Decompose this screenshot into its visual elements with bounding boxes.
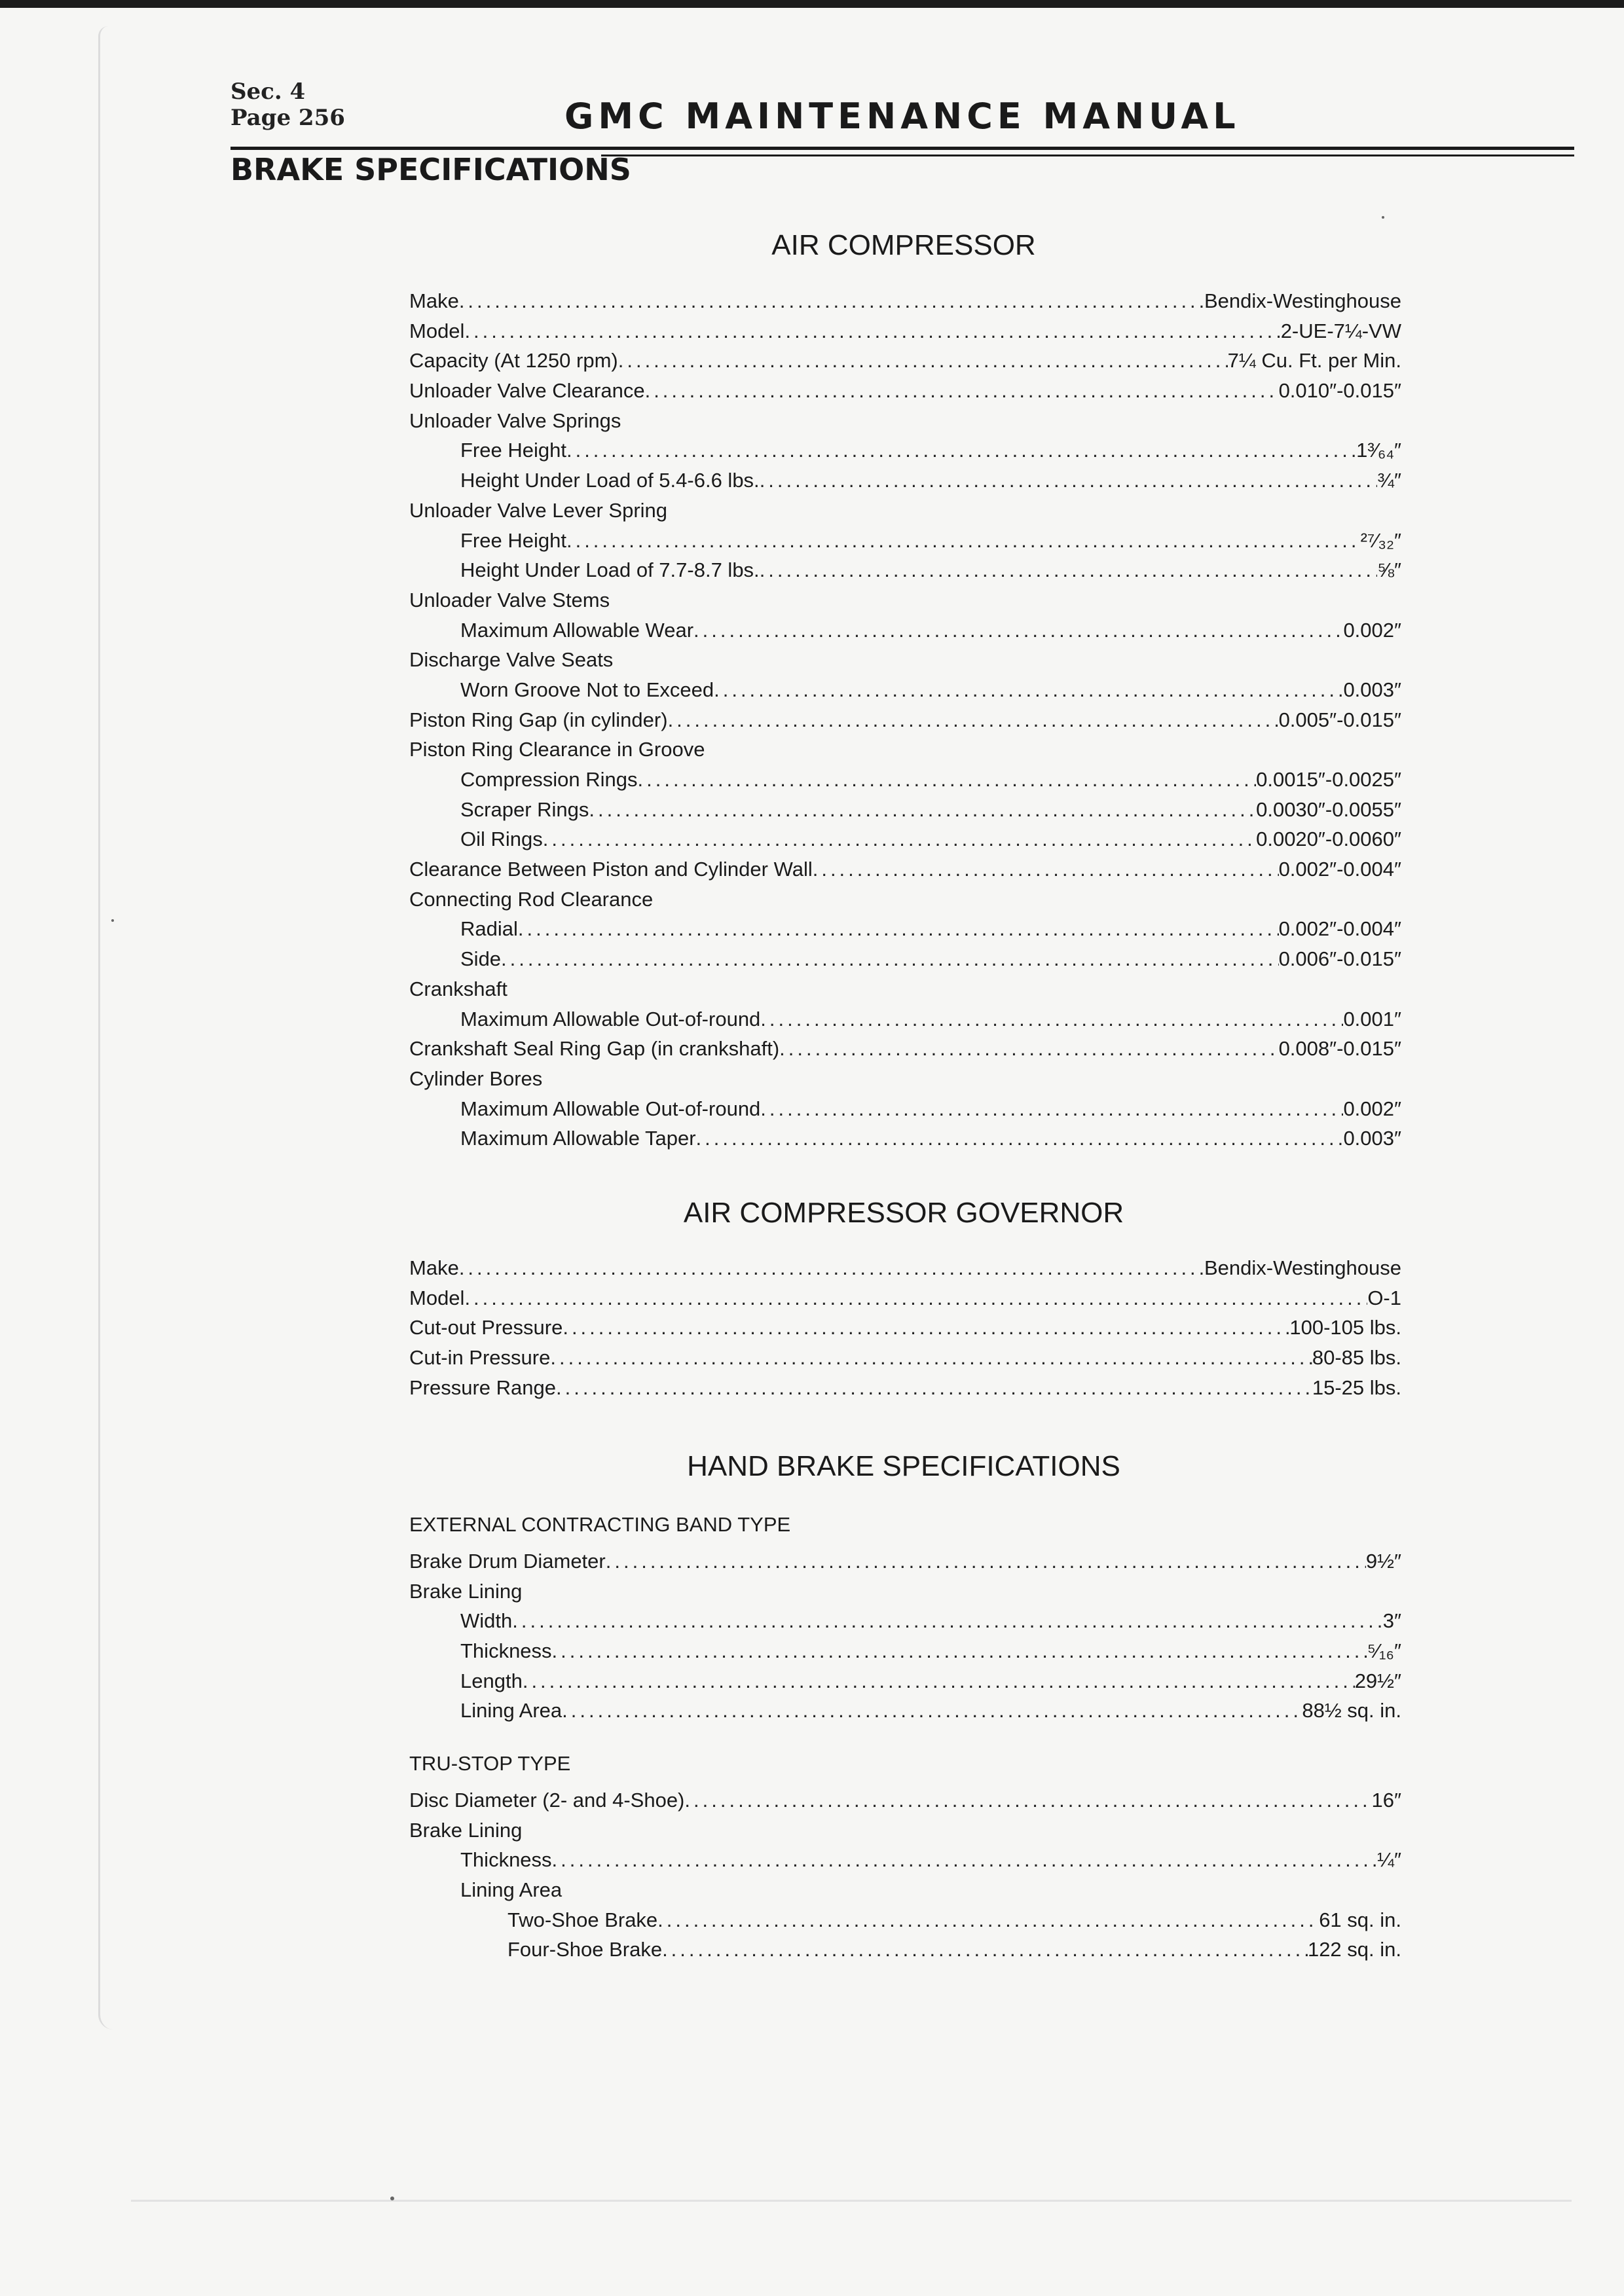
spec-row-model bbox=[409, 1283, 1401, 1313]
spec-label: Four-Shoe Brake bbox=[507, 1938, 663, 1961]
tru-stop-specs bbox=[409, 1785, 1401, 1965]
leader-dots bbox=[562, 1696, 1302, 1726]
leader-dots bbox=[760, 555, 1377, 585]
spec-row-four-shoe bbox=[409, 1935, 1401, 1965]
leader-dots bbox=[552, 1636, 1367, 1666]
spec-value: ⅝″ bbox=[1377, 558, 1401, 582]
spec-label: Crankshaft Seal Ring Gap (in crankshaft) bbox=[409, 1037, 780, 1061]
spec-label: Maximum Allowable Taper bbox=[460, 1127, 696, 1150]
spec-value: ²⁷⁄₃₂″ bbox=[1360, 528, 1401, 552]
spec-label: Maximum Allowable Out-of-round bbox=[460, 1007, 761, 1030]
spec-label: Thickness bbox=[460, 1639, 552, 1663]
spec-value: 0.005″-0.015″ bbox=[1278, 708, 1401, 731]
spec-heading-lining-area bbox=[409, 1875, 1401, 1905]
spec-value: ⁵⁄₁₆″ bbox=[1367, 1639, 1401, 1663]
spec-label: Make bbox=[409, 289, 459, 312]
spec-row-crank-seal-gap bbox=[409, 1034, 1401, 1064]
spec-row-cut-in bbox=[409, 1343, 1401, 1373]
spec-row-bore-taper bbox=[409, 1123, 1401, 1154]
spec-heading-label: Crankshaft bbox=[409, 977, 507, 1000]
spec-row-crank-out-of-round bbox=[409, 1004, 1401, 1034]
manual-title: GMC MAINTENANCE MANUAL bbox=[564, 96, 1240, 137]
spec-value: Bendix-Westinghouse bbox=[1204, 289, 1401, 312]
spec-row-drum-diameter bbox=[409, 1546, 1401, 1576]
spec-label: Pressure Range bbox=[409, 1376, 557, 1399]
spec-label: Length bbox=[460, 1669, 523, 1692]
leader-dots bbox=[464, 316, 1280, 346]
spec-heading-discharge-seats bbox=[409, 645, 1401, 675]
spec-label: Height Under Load of 5.4-6.6 lbs. bbox=[460, 469, 760, 492]
spec-value: 100-105 lbs. bbox=[1289, 1316, 1401, 1339]
header-rule-thick bbox=[231, 147, 1574, 150]
spec-heading-ring-clearance bbox=[409, 735, 1401, 765]
spec-row-piston-cylinder-clearance bbox=[409, 854, 1401, 884]
spec-row-cut-out bbox=[409, 1313, 1401, 1343]
leader-dots bbox=[760, 465, 1377, 496]
spec-row-scraper-rings bbox=[409, 795, 1401, 825]
spec-label: Unloader Valve Clearance bbox=[409, 379, 645, 403]
spec-heading-label: Unloader Valve Stems bbox=[409, 588, 610, 611]
leader-dots bbox=[714, 675, 1343, 705]
spec-value: 88½ sq. in. bbox=[1302, 1699, 1401, 1722]
spec-label: Radial bbox=[460, 917, 518, 941]
spec-heading-label: Discharge Valve Seats bbox=[409, 648, 614, 672]
spec-row-thickness bbox=[409, 1845, 1401, 1875]
page-curl-left bbox=[98, 26, 113, 2030]
spec-row-radial bbox=[409, 914, 1401, 944]
spec-value: 7¼ Cu. Ft. per Min. bbox=[1227, 349, 1401, 373]
spec-label: Model bbox=[409, 319, 465, 342]
spec-heading-label: Brake Lining bbox=[409, 1579, 523, 1603]
leader-dots bbox=[638, 765, 1257, 795]
spec-heading-label: Brake Lining bbox=[409, 1818, 523, 1842]
scan-speck bbox=[390, 2196, 394, 2200]
spec-label: Compression Rings bbox=[460, 768, 638, 791]
leader-dots bbox=[779, 1034, 1278, 1064]
spec-row-side bbox=[409, 944, 1401, 974]
spec-row-pressure-range bbox=[409, 1373, 1401, 1403]
spec-heading-crankshaft bbox=[409, 974, 1401, 1004]
leader-dots bbox=[566, 526, 1361, 556]
leader-dots bbox=[606, 1546, 1366, 1576]
leader-dots bbox=[459, 1253, 1204, 1283]
spec-row-lining-area bbox=[409, 1696, 1401, 1726]
spec-label: Maximum Allowable Out-of-round bbox=[460, 1097, 761, 1120]
leader-dots bbox=[684, 1785, 1371, 1815]
air-compressor-specs bbox=[409, 286, 1401, 1154]
leader-dots bbox=[645, 376, 1279, 406]
spec-row-worn-groove bbox=[409, 675, 1401, 705]
spec-row-disc-diameter bbox=[409, 1785, 1401, 1815]
spec-label: Scraper Rings bbox=[460, 797, 589, 821]
page-curl-bottom bbox=[131, 2200, 1572, 2228]
spec-value: 0.0020″-0.0060″ bbox=[1256, 828, 1401, 851]
leader-dots bbox=[543, 824, 1256, 854]
spec-heading-label: Cylinder Bores bbox=[409, 1066, 543, 1090]
spec-heading-brake-lining bbox=[409, 1815, 1401, 1846]
external-band-heading: EXTERNAL CONTRACTING BAND TYPE bbox=[409, 1513, 791, 1536]
spec-value: O-1 bbox=[1367, 1286, 1401, 1309]
spec-label: Free Height bbox=[460, 528, 566, 552]
spec-value: 0.003″ bbox=[1343, 678, 1401, 701]
leader-dots bbox=[657, 1905, 1319, 1935]
spec-label: Maximum Allowable Wear bbox=[460, 618, 694, 642]
spec-row-free-height bbox=[409, 435, 1401, 465]
tru-stop-heading: TRU-STOP TYPE bbox=[409, 1752, 571, 1775]
leader-dots bbox=[589, 795, 1256, 825]
section-number: Sec. 4 bbox=[231, 79, 306, 105]
spec-row-width bbox=[409, 1606, 1401, 1636]
spec-label: Two-Shoe Brake bbox=[507, 1908, 658, 1931]
spec-value: 0.002″-0.004″ bbox=[1278, 917, 1401, 941]
spec-value: ¼″ bbox=[1377, 1848, 1401, 1872]
spec-row-oil-rings bbox=[409, 824, 1401, 854]
spec-row-make bbox=[409, 286, 1401, 316]
leader-dots bbox=[760, 1094, 1343, 1124]
spec-value: 122 sq. in. bbox=[1307, 1938, 1401, 1961]
spec-heading-lever-spring bbox=[409, 496, 1401, 526]
spec-row-piston-ring-gap bbox=[409, 705, 1401, 735]
leader-dots bbox=[464, 1283, 1367, 1313]
spec-heading-brake-lining bbox=[409, 1576, 1401, 1607]
leader-dots bbox=[512, 1606, 1383, 1636]
leader-dots bbox=[552, 1845, 1378, 1875]
spec-value: 0.0015″-0.0025″ bbox=[1256, 768, 1401, 791]
air-compressor-title: AIR COMPRESSOR bbox=[771, 229, 1036, 261]
governor-specs bbox=[409, 1253, 1401, 1402]
spec-value: 80-85 lbs. bbox=[1312, 1346, 1401, 1370]
spec-label: Side bbox=[460, 947, 502, 971]
spec-heading-label: Unloader Valve Springs bbox=[409, 409, 621, 432]
spec-value: Bendix-Westinghouse bbox=[1204, 1256, 1401, 1279]
spec-value: 3″ bbox=[1382, 1609, 1401, 1633]
spec-label: Make bbox=[409, 1256, 459, 1279]
spec-label: Cut-in Pressure bbox=[409, 1346, 551, 1370]
spec-heading-valve-stems bbox=[409, 585, 1401, 615]
spec-label: Piston Ring Gap (in cylinder) bbox=[409, 708, 668, 731]
leader-dots bbox=[813, 854, 1279, 884]
spec-value: ¾″ bbox=[1377, 469, 1401, 492]
spec-label: Worn Groove Not to Exceed bbox=[460, 678, 714, 701]
spec-value: 2-UE-7¼-VW bbox=[1280, 319, 1401, 342]
scan-speck bbox=[1382, 216, 1384, 219]
spec-label: Disc Diameter (2- and 4-Shoe) bbox=[409, 1789, 685, 1812]
spec-heading-label: Unloader Valve Lever Spring bbox=[409, 498, 668, 522]
leader-dots bbox=[501, 944, 1279, 974]
leader-dots bbox=[556, 1373, 1312, 1403]
spec-label: Thickness bbox=[460, 1848, 552, 1872]
spec-row-free-height bbox=[409, 526, 1401, 556]
section-page-label bbox=[231, 79, 345, 131]
spec-row-thickness bbox=[409, 1636, 1401, 1666]
spec-value: 0.002″ bbox=[1343, 618, 1401, 642]
spec-value: 16″ bbox=[1371, 1789, 1401, 1812]
spec-label: Free Height bbox=[460, 439, 566, 462]
spec-row-capacity bbox=[409, 346, 1401, 376]
spec-row-unloader-clearance bbox=[409, 376, 1401, 406]
leader-dots bbox=[523, 1666, 1355, 1696]
spec-label: Width bbox=[460, 1609, 513, 1633]
leader-dots bbox=[693, 615, 1343, 646]
spec-row-max-wear bbox=[409, 615, 1401, 646]
spec-label: Lining Area bbox=[460, 1699, 563, 1722]
spec-value: 61 sq. in. bbox=[1319, 1908, 1401, 1931]
header-rule-thin bbox=[601, 155, 1574, 156]
spec-value: 0.008″-0.015″ bbox=[1278, 1037, 1401, 1061]
spec-row-make bbox=[409, 1253, 1401, 1283]
spec-row-height-under-load bbox=[409, 465, 1401, 496]
scan-top-edge bbox=[0, 0, 1624, 8]
leader-dots bbox=[563, 1313, 1289, 1343]
spec-value: 0.003″ bbox=[1343, 1127, 1401, 1150]
external-band-specs bbox=[409, 1546, 1401, 1726]
spec-row-height-under-load bbox=[409, 555, 1401, 585]
leader-dots bbox=[696, 1123, 1344, 1154]
spec-heading-unloader-springs bbox=[409, 406, 1401, 436]
spec-value: 0.006″-0.015″ bbox=[1278, 947, 1401, 971]
scan-speck bbox=[111, 919, 114, 922]
spec-label: Clearance Between Piston and Cylinder Wall bbox=[409, 858, 813, 881]
hand-brake-title: HAND BRAKE SPECIFICATIONS bbox=[687, 1450, 1120, 1482]
spec-label: Capacity (At 1250 rpm) bbox=[409, 349, 618, 373]
spec-heading-cylinder-bores bbox=[409, 1064, 1401, 1094]
leader-dots bbox=[566, 435, 1356, 465]
spec-label: Height Under Load of 7.7-8.7 lbs. bbox=[460, 558, 760, 582]
spec-label: Model bbox=[409, 1286, 465, 1309]
spec-label: Cut-out Pressure bbox=[409, 1316, 563, 1339]
spec-value: 0.001″ bbox=[1343, 1007, 1401, 1030]
spec-row-compression-rings bbox=[409, 765, 1401, 795]
section-title: BRAKE SPECIFICATIONS bbox=[231, 152, 631, 187]
spec-value: 0.002″-0.004″ bbox=[1278, 858, 1401, 881]
leader-dots bbox=[459, 286, 1204, 316]
spec-label: Brake Drum Diameter bbox=[409, 1550, 606, 1573]
spec-row-bore-out-of-round bbox=[409, 1094, 1401, 1124]
spec-row-length bbox=[409, 1666, 1401, 1696]
leader-dots bbox=[662, 1935, 1308, 1965]
spec-row-two-shoe bbox=[409, 1905, 1401, 1935]
spec-value: 29½″ bbox=[1354, 1669, 1401, 1692]
governor-title: AIR COMPRESSOR GOVERNOR bbox=[683, 1197, 1124, 1229]
leader-dots bbox=[760, 1004, 1343, 1034]
leader-dots bbox=[668, 705, 1279, 735]
spec-value: 1³⁄₆₄″ bbox=[1356, 439, 1401, 462]
spec-heading-rod-clearance bbox=[409, 884, 1401, 915]
spec-label: Oil Rings bbox=[460, 828, 543, 851]
spec-row-model bbox=[409, 316, 1401, 346]
leader-dots bbox=[550, 1343, 1312, 1373]
spec-value: 0.0030″-0.0055″ bbox=[1256, 797, 1401, 821]
spec-heading-label: Piston Ring Clearance in Groove bbox=[409, 738, 705, 761]
spec-heading-label: Lining Area bbox=[460, 1878, 563, 1902]
spec-value: 15-25 lbs. bbox=[1312, 1376, 1401, 1399]
page-number: Page 256 bbox=[231, 105, 345, 131]
spec-value: 9½″ bbox=[1365, 1550, 1401, 1573]
leader-dots bbox=[618, 346, 1228, 376]
leader-dots bbox=[518, 914, 1279, 944]
spec-value: 0.010″-0.015″ bbox=[1278, 379, 1401, 403]
spec-heading-label: Connecting Rod Clearance bbox=[409, 887, 654, 911]
spec-value: 0.002″ bbox=[1343, 1097, 1401, 1120]
